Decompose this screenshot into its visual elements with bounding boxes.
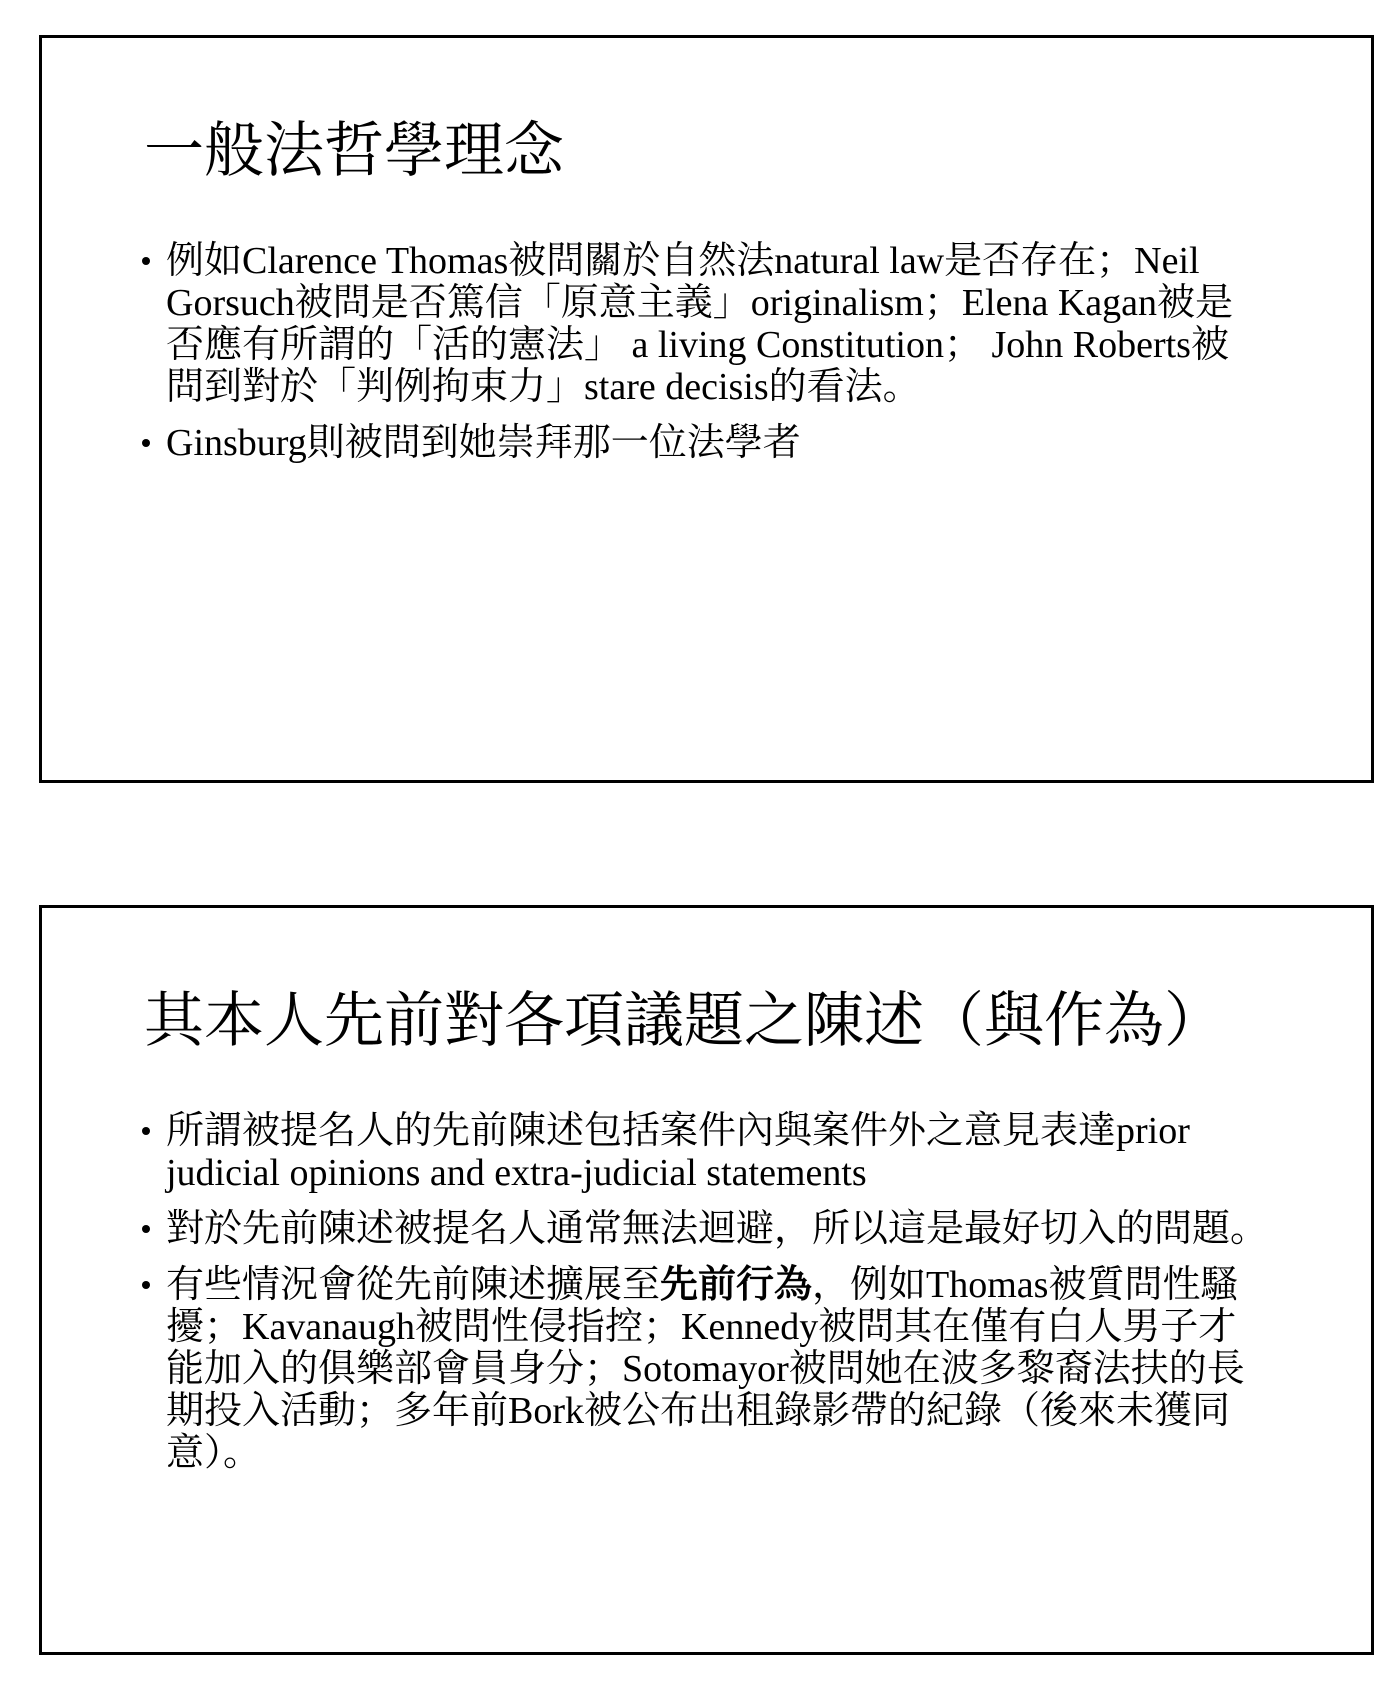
slide-prior-statements [39, 905, 1374, 1655]
bullet-dot [142, 1281, 150, 1289]
bullet-line: judicial opinions and extra-judicial statements [166, 1152, 867, 1194]
bullet-item [142, 1208, 1322, 1250]
emphasis-text: 先前行為 [660, 1264, 813, 1306]
bullet-text-before: 有些情況會從先前陳述擴展至 [166, 1264, 661, 1306]
bullet-list [142, 240, 1322, 478]
slide-title: 一般法哲學理念 [144, 118, 564, 184]
bullet-item [142, 1110, 1322, 1194]
bullet-line: 能加入的俱樂部會員身分；Sotomayor被問她在波多黎裔法扶的長 [166, 1348, 1245, 1390]
bullet-item [142, 422, 1322, 464]
bullet-line: 例如Clarence Thomas被問關於自然法natural law是否存在；Neil [166, 240, 1200, 282]
slide-general-legal-philosophy [39, 35, 1374, 783]
bullet-item [142, 240, 1322, 408]
bullet-dot [142, 1225, 150, 1233]
bullet-line: 期投入活動；多年前Bork被公布出租錄影帶的紀錄（後來未獲同 [166, 1390, 1231, 1432]
bullet-line: 意）。 [166, 1432, 262, 1474]
bullet-line: 擾；Kavanaugh被問性侵指控；Kennedy被問其在僅有白人男子才 [166, 1306, 1237, 1348]
bullet-line: 所謂被提名人的先前陳述包括案件內與案件外之意見表達prior [166, 1110, 1190, 1152]
bullet-item [142, 1264, 1322, 1474]
bullet-line: 否應有所謂的「活的憲法」 a living Constitution； John Roberts被 [166, 324, 1229, 366]
slide-title: 其本人先前對各項議題之陳述（與作為） [144, 988, 1224, 1054]
bullet-list [142, 1110, 1322, 1488]
bullet-line [166, 1264, 1322, 1306]
bullet-dot [142, 257, 150, 265]
bullet-dot [142, 439, 150, 447]
bullet-dot [142, 1127, 150, 1135]
bullet-line: Ginsburg則被問到她崇拜那一位法學者 [166, 422, 801, 464]
bullet-line: 問到對於「判例拘束力」stare decisis的看法。 [166, 366, 921, 408]
bullet-line: Gorsuch被問是否篤信「原意主義」originalism；Elena Kagan被是 [166, 282, 1234, 324]
bullet-text-after: ，例如Thomas被質問性騷 [812, 1264, 1239, 1306]
bullet-line: 對於先前陳述被提名人通常無法迴避，所以這是最好切入的問題。 [166, 1208, 1269, 1250]
